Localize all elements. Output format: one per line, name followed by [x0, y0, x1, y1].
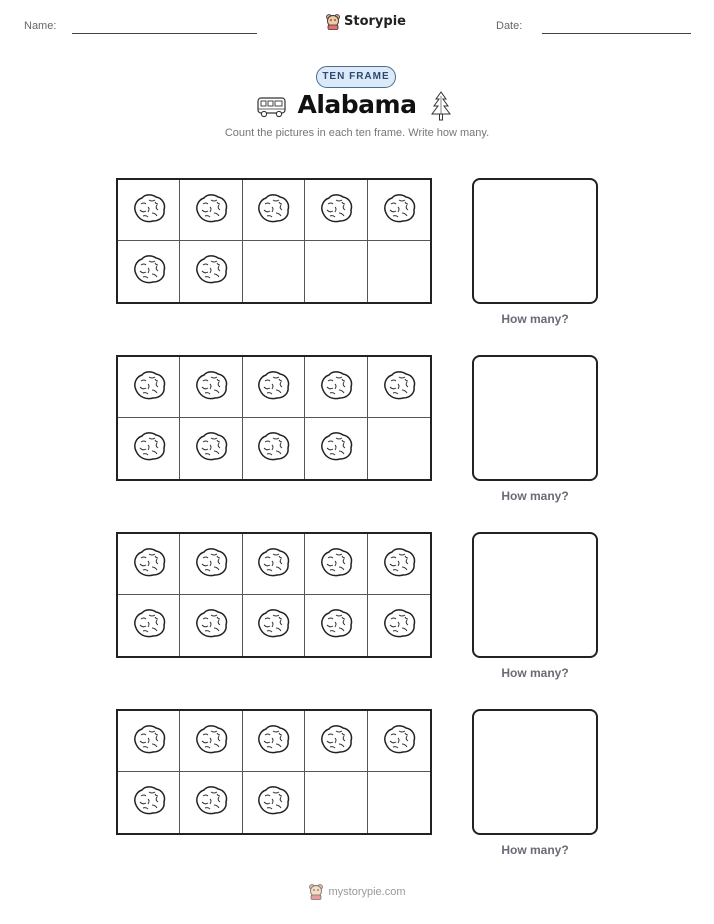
ten-frame-cell — [368, 418, 430, 479]
ten-frame-cell — [243, 418, 305, 479]
footer-url: mystorypie.com — [328, 885, 406, 898]
ten-frame — [116, 532, 432, 658]
ten-frame-cell — [368, 357, 430, 418]
ten-frame-cell — [368, 772, 430, 833]
name-line[interactable] — [72, 33, 257, 34]
ten-frame-cell — [243, 534, 305, 595]
rock-icon — [192, 191, 230, 230]
rock-icon — [192, 545, 230, 584]
ten-frame-cell — [118, 711, 180, 772]
ten-frame-cell — [180, 772, 242, 833]
rock-icon — [317, 606, 355, 645]
rock-icon — [130, 722, 168, 761]
ten-frame-cell — [243, 772, 305, 833]
ten-frame-cell — [305, 180, 367, 241]
ten-frame-cell — [118, 241, 180, 302]
ten-frame — [116, 355, 432, 481]
rock-icon — [254, 783, 292, 822]
ten-frame-cell — [118, 772, 180, 833]
ten-frame-cell — [368, 711, 430, 772]
footer — [0, 883, 714, 900]
rock-icon — [192, 722, 230, 761]
bear-mascot-icon — [325, 13, 341, 30]
instructions: Count the pictures in each ten frame. Write how many. — [224, 127, 490, 139]
name-label: Name: — [24, 20, 57, 32]
rock-icon — [254, 606, 292, 645]
worksheet-type-badge: TEN FRAME — [316, 66, 396, 88]
pine-tree-icon — [430, 90, 452, 122]
answer-box[interactable] — [472, 709, 598, 835]
rock-icon — [192, 429, 230, 468]
rock-icon — [254, 368, 292, 407]
rock-icon — [254, 545, 292, 584]
date-line[interactable] — [542, 33, 691, 34]
ten-frame-cell — [180, 595, 242, 656]
rock-icon — [317, 368, 355, 407]
ten-frame-cell — [305, 241, 367, 302]
rock-icon — [130, 545, 168, 584]
ten-frame-cell — [243, 595, 305, 656]
ten-frame-cell — [243, 357, 305, 418]
rock-icon — [130, 429, 168, 468]
ten-frame — [116, 709, 432, 835]
ten-frame-cell — [243, 180, 305, 241]
ten-frame-cell — [368, 241, 430, 302]
ten-frame-cell — [118, 418, 180, 479]
rock-icon — [317, 545, 355, 584]
bear-mascot-icon — [308, 883, 324, 900]
ten-frame-cell — [118, 357, 180, 418]
date-label: Date: — [496, 20, 523, 32]
page-title: Alabama — [297, 90, 417, 119]
rock-icon — [254, 722, 292, 761]
ten-frame-cell — [180, 418, 242, 479]
rock-icon — [380, 368, 418, 407]
ten-frame-cell — [118, 595, 180, 656]
rock-icon — [254, 191, 292, 230]
ten-frame-cell — [180, 711, 242, 772]
brand-name: Storypie — [344, 14, 406, 29]
rock-icon — [130, 606, 168, 645]
how-many-label: How many? — [501, 489, 569, 503]
how-many-label: How many? — [501, 666, 569, 680]
ten-frame-cell — [305, 711, 367, 772]
ten-frame-cell — [243, 711, 305, 772]
rock-icon — [317, 722, 355, 761]
ten-frame-cell — [243, 241, 305, 302]
rock-icon — [130, 191, 168, 230]
ten-frame-cell — [180, 180, 242, 241]
ten-frame-cell — [368, 595, 430, 656]
ten-frame-cell — [305, 418, 367, 479]
rock-icon — [380, 545, 418, 584]
ten-frame-cell — [305, 357, 367, 418]
ten-frame-cell — [180, 357, 242, 418]
ten-frame-cell — [118, 180, 180, 241]
ten-frame-cell — [305, 534, 367, 595]
rock-icon — [192, 783, 230, 822]
rock-icon — [130, 368, 168, 407]
rock-icon — [317, 191, 355, 230]
ten-frame-cell — [368, 180, 430, 241]
rock-icon — [192, 252, 230, 291]
ten-frame-cell — [180, 241, 242, 302]
answer-box[interactable] — [472, 532, 598, 658]
how-many-label: How many? — [501, 312, 569, 326]
rock-icon — [380, 606, 418, 645]
ten-frame — [116, 178, 432, 304]
rock-icon — [380, 191, 418, 230]
rock-icon — [130, 252, 168, 291]
storypie-logo — [325, 13, 406, 30]
answer-box[interactable] — [472, 178, 598, 304]
rock-icon — [130, 783, 168, 822]
rock-icon — [254, 429, 292, 468]
ten-frame-cell — [368, 534, 430, 595]
ten-frame-cell — [180, 534, 242, 595]
ten-frame-cell — [305, 595, 367, 656]
ten-frame-cell — [118, 534, 180, 595]
rock-icon — [192, 606, 230, 645]
rock-icon — [192, 368, 230, 407]
how-many-label: How many? — [501, 843, 569, 857]
rock-icon — [380, 722, 418, 761]
answer-box[interactable] — [472, 355, 598, 481]
rock-icon — [317, 429, 355, 468]
ten-frame-cell — [305, 772, 367, 833]
